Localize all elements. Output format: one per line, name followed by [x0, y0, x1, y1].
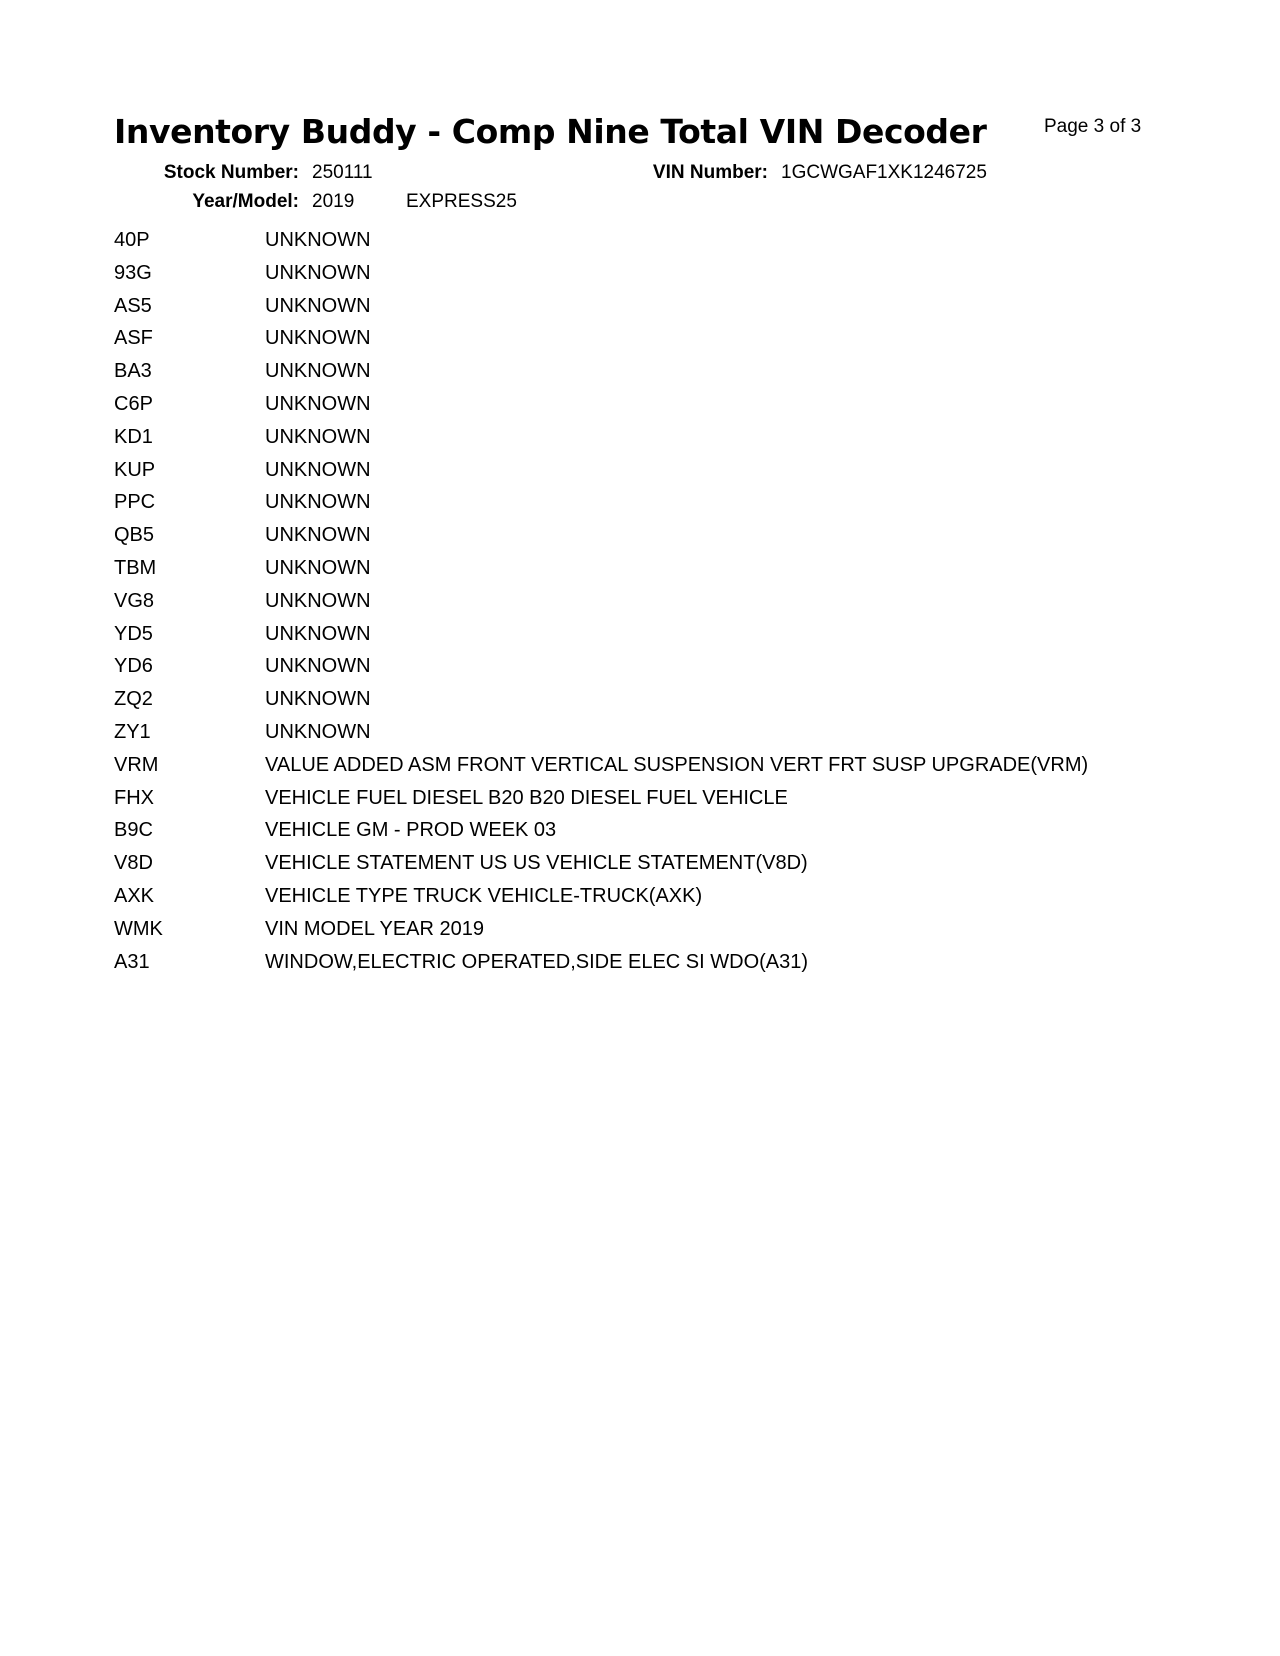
code-row	[114, 360, 1214, 393]
option-description: VIN MODEL YEAR 2019	[265, 917, 484, 940]
option-code: QB5	[114, 524, 155, 547]
option-description: UNKNOWN	[265, 229, 371, 251]
vin-number-value: 1GCWGAF1XK1246725	[781, 162, 987, 183]
option-description: UNKNOWN	[265, 261, 371, 284]
option-description: UNKNOWN	[265, 655, 371, 678]
code-row	[114, 655, 1214, 688]
option-code: VG8	[114, 589, 155, 612]
option-code: KD1	[114, 425, 153, 448]
code-row	[114, 262, 1214, 295]
option-code-list	[114, 229, 1214, 983]
vin-number-label: VIN Number:	[652, 162, 768, 183]
option-description: UNKNOWN	[265, 589, 371, 612]
option-description: UNKNOWN	[265, 425, 371, 448]
option-code: PPC	[114, 491, 156, 514]
option-code: 93G	[114, 261, 152, 284]
option-code: ASF	[114, 327, 153, 350]
option-code: 40P	[114, 229, 150, 251]
code-row	[114, 754, 1214, 787]
code-row	[114, 885, 1214, 918]
code-row	[114, 819, 1214, 852]
option-code: ZQ2	[114, 688, 153, 711]
code-row	[114, 295, 1214, 328]
option-description: UNKNOWN	[265, 622, 371, 645]
option-code: TBM	[114, 556, 157, 579]
code-row	[114, 491, 1214, 524]
option-description: UNKNOWN	[265, 524, 371, 547]
option-description: UNKNOWN	[265, 458, 371, 481]
option-code: A31	[114, 950, 150, 973]
option-description: UNKNOWN	[265, 327, 371, 350]
year-model-label: Year/Model:	[192, 191, 299, 212]
option-description: VEHICLE STATEMENT US US VEHICLE STATEMENT(V8D)	[265, 852, 808, 875]
option-code: BA3	[114, 360, 152, 383]
option-description: UNKNOWN	[265, 294, 371, 317]
code-row	[114, 524, 1214, 557]
code-row	[114, 623, 1214, 656]
option-code: B9C	[114, 819, 153, 842]
model-value: EXPRESS25	[406, 191, 517, 212]
report-title: Inventory Buddy - Comp Nine Total VIN Decoder	[114, 112, 987, 151]
code-row	[114, 557, 1214, 590]
option-code: KUP	[114, 458, 156, 481]
option-description: UNKNOWN	[265, 688, 371, 711]
option-description: UNKNOWN	[265, 360, 371, 383]
option-code: V8D	[114, 852, 153, 875]
page-indicator: Page 3 of 3	[1044, 116, 1142, 137]
option-description: UNKNOWN	[265, 720, 371, 743]
option-code: YD6	[114, 655, 153, 678]
code-row	[114, 229, 1214, 262]
code-row	[114, 459, 1214, 492]
option-description: UNKNOWN	[265, 392, 371, 415]
option-description: VALUE ADDED ASM FRONT VERTICAL SUSPENSION VERT FRT SUSP UPGRADE(VRM)	[265, 753, 1089, 776]
option-code: ZY1	[114, 720, 151, 743]
year-value: 2019	[312, 191, 355, 212]
code-row	[114, 951, 1214, 984]
option-code: YD5	[114, 622, 153, 645]
option-description: WINDOW,ELECTRIC OPERATED,SIDE ELEC SI WDO(A31)	[265, 950, 809, 973]
stock-number-label: Stock Number:	[163, 162, 299, 183]
option-description: VEHICLE TYPE TRUCK VEHICLE-TRUCK(AXK)	[265, 884, 703, 907]
code-row	[114, 787, 1214, 820]
code-row	[114, 688, 1214, 721]
code-row	[114, 590, 1214, 623]
option-code: FHX	[114, 786, 154, 809]
option-code: AXK	[114, 884, 155, 907]
stock-number-value: 250111	[312, 162, 373, 183]
option-description: VEHICLE FUEL DIESEL B20 B20 DIESEL FUEL VEHICLE	[265, 786, 788, 809]
code-row	[114, 327, 1214, 360]
option-description: UNKNOWN	[265, 556, 371, 579]
option-description: UNKNOWN	[265, 491, 371, 514]
code-row	[114, 852, 1214, 885]
code-row	[114, 918, 1214, 951]
code-row	[114, 721, 1214, 754]
option-code: C6P	[114, 392, 153, 415]
code-row	[114, 393, 1214, 426]
code-row	[114, 426, 1214, 459]
option-code: AS5	[114, 294, 152, 317]
option-code: VRM	[114, 753, 159, 776]
option-code: WMK	[114, 917, 163, 940]
option-description: VEHICLE GM - PROD WEEK 03	[265, 819, 557, 842]
